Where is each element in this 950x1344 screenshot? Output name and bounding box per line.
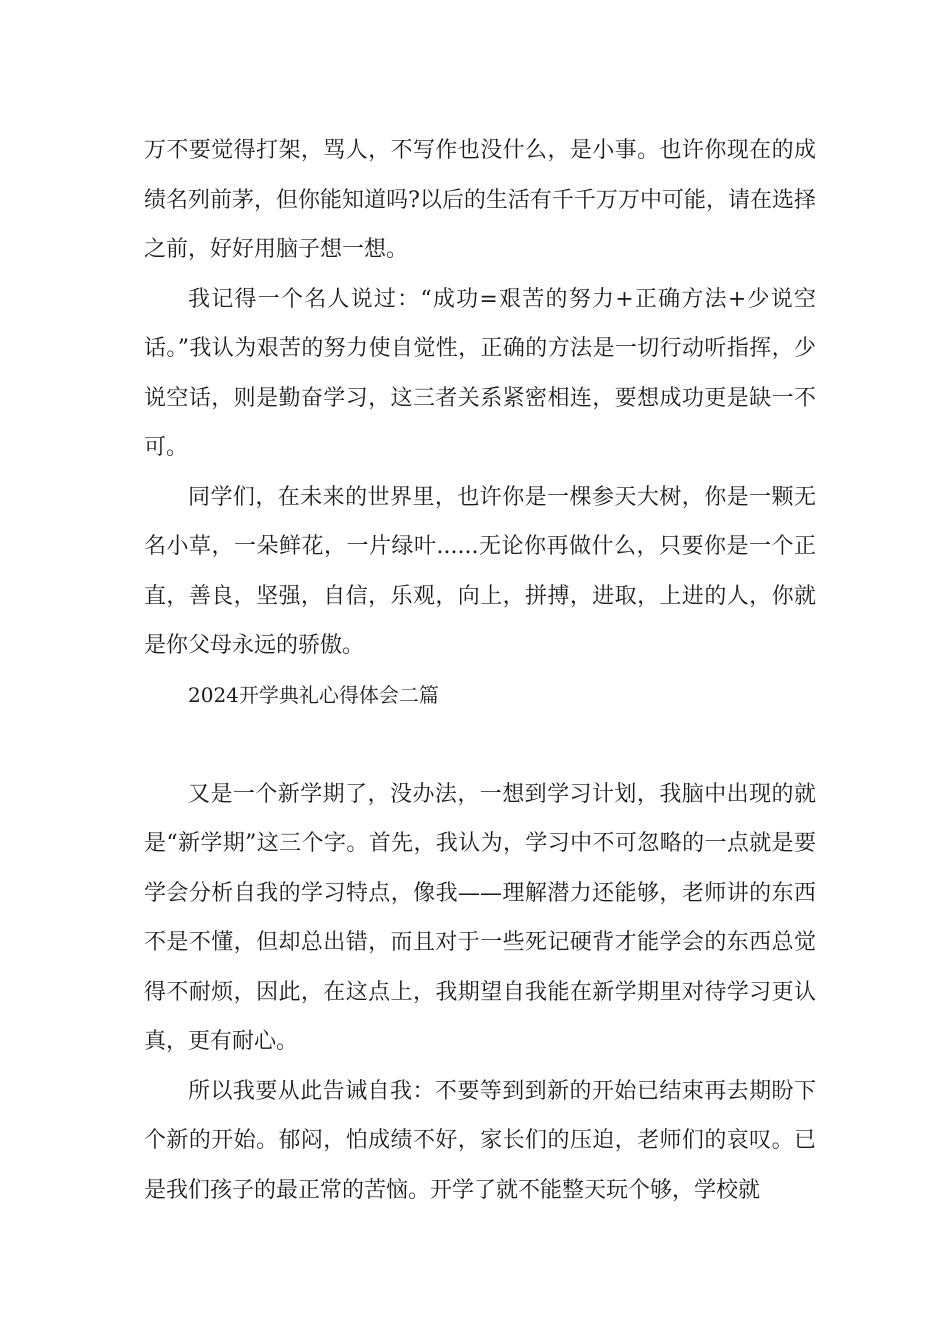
paragraph-1: 万不要觉得打架，骂人，不写作也没什么，是小事。也许你现在的成绩名列前茅，但你能知道吗?以后的生活有千千万万中可能，请在选择之前，好好用脑子想一想。 [144, 138, 816, 262]
section-title: 2024开学典礼心得体会二篇 [188, 682, 439, 707]
paragraph-4: 又是一个新学期了，没办法，一想到学习计划，我脑中出现的就是“新学期”这三个字。首先，我认为，学习中不可忽略的一点就是要学会分析自我的学习特点，像我——理解潜力还能够，老师讲的东西不是不懂，但却总出错，而且对于一些死记硬背才能学会的东西总觉得不耐烦，因此，在这点上，我期望自我能在新学期里对待学习更认真，更有耐心。 [144, 781, 816, 1054]
paragraph-3: 同学们，在未来的世界里，也许你是一棵参天大树，你是一颗无名小草，一朵鲜花，一片绿叶......无论你再做什么，只要你是一个正直，善良，坚强，自信，乐观，向上，拼搏，进取，上进的人，你就是你父母永远的骄傲。 [144, 484, 816, 658]
paragraph-5: 所以我要从此告诫自我：不要等到到新的开始已结束再去期盼下个新的开始。郁闷，怕成绩不好，家长们的压迫，老师们的哀叹。已是我们孩子的最正常的苦恼。开学了就不能整天玩个够，学校就 [144, 1078, 816, 1203]
paragraph-2: 我记得一个名人说过：“成功=艰苦的努力+正确方法+少说空话。”我认为艰苦的努力使自觉性，正确的方法是一切行动听指挥，少说空话，则是勤奋学习，这三者关系紧密相连，要想成功更是缺一不可。 [144, 286, 816, 460]
blank-line [144, 720, 816, 770]
document-body [144, 126, 816, 1215]
